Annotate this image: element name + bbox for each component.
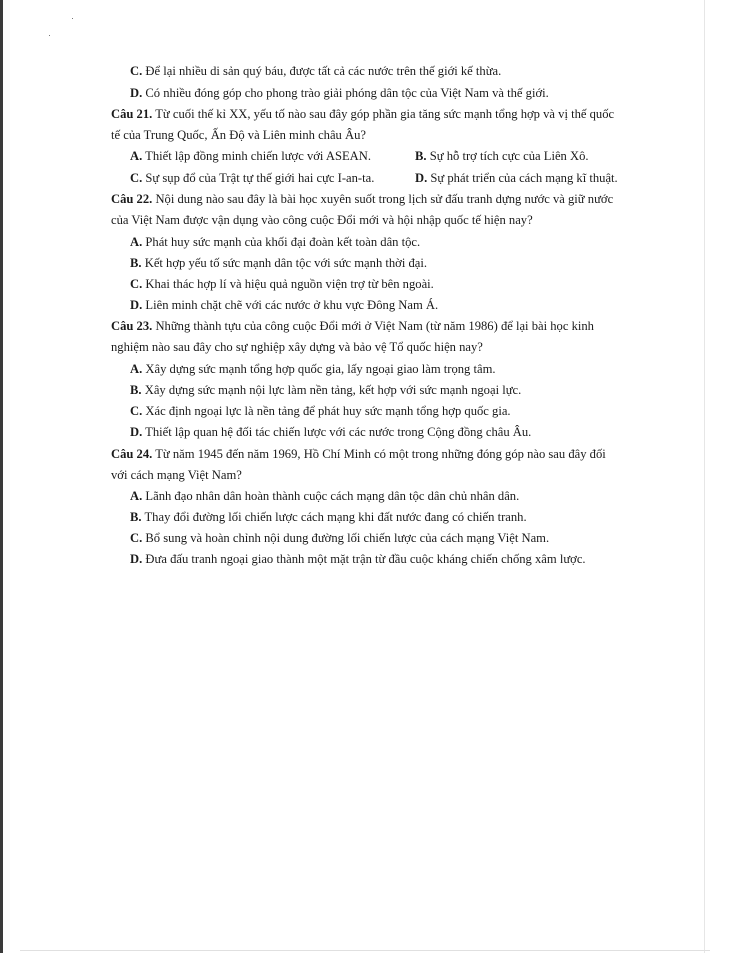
question-24-option-b: B. Thay đổi đường lối chiến lược cách mạng khi đất nước đang có chiến tranh. xyxy=(130,510,527,524)
scan-speck xyxy=(72,18,73,19)
prev-option-c: C. Để lại nhiều di sản quý báu, được tất cả các nước trên thế giới kế thừa. xyxy=(130,64,502,78)
question-22-option-d: D. Liên minh chặt chẽ với các nước ở khu vực Đông Nam Á. xyxy=(130,298,439,312)
scan-bottom-edge xyxy=(20,950,710,951)
question-24-option-a: A. Lãnh đạo nhân dân hoàn thành cuộc cách mạng dân tộc dân chủ nhân dân. xyxy=(130,489,520,503)
question-22-stem: Câu 22. Nội dung nào sau đây là bài học xuyên suốt trong lịch sử đấu tranh dựng nước và giữ nước xyxy=(111,192,614,206)
question-23-option-d: D. Thiết lập quan hệ đối tác chiến lược với các nước trong Cộng đồng châu Âu. xyxy=(130,425,532,439)
question-24-option-c: C. Bổ sung và hoàn chỉnh nội dung đường lối chiến lược của cách mạng Việt Nam. xyxy=(130,531,550,545)
question-24-stem-cont: với cách mạng Việt Nam? xyxy=(111,468,242,482)
question-21-option-d: D. Sự phát triển của cách mạng kĩ thuật. xyxy=(415,171,618,185)
question-21-option-a: A. Thiết lập đồng minh chiến lược với ASEAN. xyxy=(130,149,371,163)
question-23-option-c: C. Xác định ngoại lực là nền tảng để phát huy sức mạnh tổng hợp quốc gia. xyxy=(130,404,511,418)
question-22-option-b: B. Kết hợp yếu tố sức mạnh dân tộc với sức mạnh thời đại. xyxy=(130,256,428,270)
question-23-stem: Câu 23. Những thành tựu của công cuộc Đổi mới ở Việt Nam (từ năm 1986) để lại bài học kinh xyxy=(111,319,594,333)
question-23-option-b: B. Xây dựng sức mạnh nội lực làm nền tảng, kết hợp với sức mạnh ngoại lực. xyxy=(130,383,522,397)
question-21-option-c: C. Sự sụp đổ của Trật tự thế giới hai cực I-an-ta. xyxy=(130,171,375,185)
scan-right-edge xyxy=(704,0,705,953)
question-24-stem: Câu 24. Từ năm 1945 đến năm 1969, Hồ Chí Minh có một trong những đóng góp nào sau đây đối xyxy=(111,447,606,461)
question-21-option-b: B. Sự hỗ trợ tích cực của Liên Xô. xyxy=(415,149,589,163)
question-24-option-d: D. Đưa đấu tranh ngoại giao thành một mặt trận từ đầu cuộc kháng chiến chống xâm lược. xyxy=(130,552,586,566)
question-23-stem-cont: nghiệm nào sau đây cho sự nghiệp xây dựng và bảo vệ Tổ quốc hiện nay? xyxy=(111,340,483,354)
question-23-option-a: A. Xây dựng sức mạnh tổng hợp quốc gia, lấy ngoại giao làm trọng tâm. xyxy=(130,362,496,376)
question-22-option-c: C. Khai thác hợp lí và hiệu quả nguồn viện trợ từ bên ngoài. xyxy=(130,277,434,291)
question-22-stem-cont: của Việt Nam được vận dụng vào công cuộc Đổi mới và hội nhập quốc tế hiện nay? xyxy=(111,213,533,227)
question-21-stem: Câu 21. Từ cuối thế kỉ XX, yếu tố nào sau đây góp phần gia tăng sức mạnh tổng hợp và vị thế quốc xyxy=(111,107,615,121)
scan-left-edge xyxy=(0,0,3,953)
prev-option-d: D. Có nhiều đóng góp cho phong trào giải phóng dân tộc của Việt Nam và thế giới. xyxy=(130,86,549,100)
question-21-stem-cont: tế của Trung Quốc, Ấn Độ và Liên minh châu Âu? xyxy=(111,128,366,142)
question-22-option-a: A. Phát huy sức mạnh của khối đại đoàn kết toàn dân tộc. xyxy=(130,235,421,249)
scan-speck xyxy=(49,35,50,36)
